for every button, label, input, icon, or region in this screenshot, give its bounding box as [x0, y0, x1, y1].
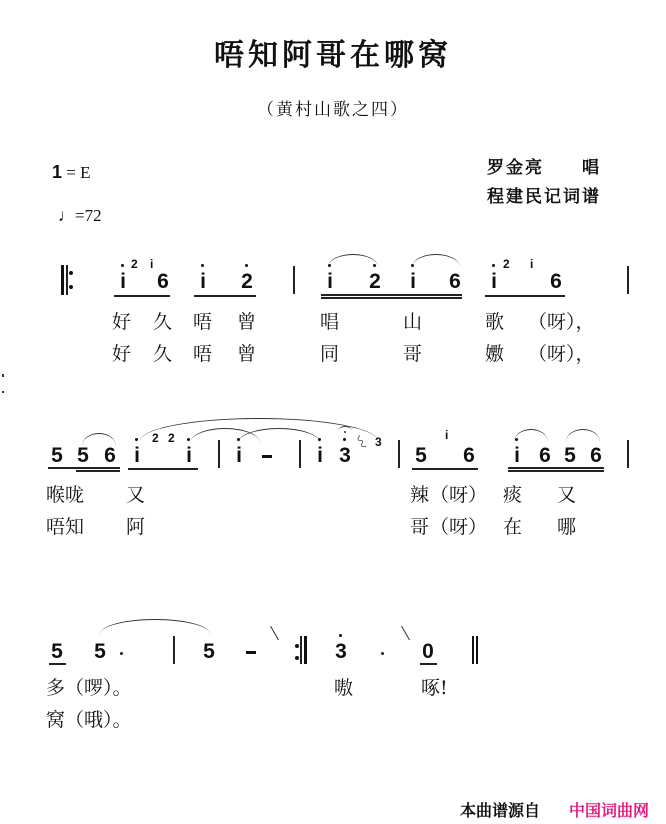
grace-note: 2 — [131, 257, 138, 271]
lyric: 又 — [557, 484, 577, 506]
bar-line — [299, 440, 301, 468]
note: 6 — [449, 270, 461, 293]
underline — [76, 470, 120, 472]
lyric: 喉咙 — [46, 484, 85, 506]
note: i — [196, 271, 210, 292]
key-name: = E — [62, 163, 91, 182]
song-subtitle: （黄村山歌之四） — [257, 100, 409, 120]
lyric: 嫐 — [485, 343, 505, 365]
note: 2 — [369, 270, 381, 293]
note: i — [116, 271, 130, 292]
lyric: 嗷 — [334, 677, 354, 699]
note: 6 — [590, 444, 602, 467]
lyric: 窝（哦）。 — [46, 709, 132, 731]
slur — [328, 254, 378, 267]
final-bar-thin — [472, 636, 474, 664]
underline — [48, 467, 120, 469]
underline — [128, 468, 198, 470]
grace-note: 3 — [375, 435, 382, 449]
note: 6 — [539, 444, 551, 467]
underline — [194, 295, 256, 297]
breath-mark — [401, 626, 410, 640]
note: i — [182, 445, 196, 466]
repeat-start-thin-bar — [66, 265, 68, 295]
lyric: 在 — [503, 516, 523, 538]
lyric: 阿 — [126, 516, 146, 538]
lyric: （呀） — [430, 516, 488, 538]
lyric: 痰 — [503, 484, 523, 506]
repeat-start-thick-bar — [61, 265, 64, 295]
lyric: （呀）， — [528, 343, 595, 365]
underline — [321, 297, 462, 299]
grace-note: i — [530, 257, 534, 271]
lyric: 曾 — [237, 343, 257, 365]
margin-mark — [2, 374, 4, 377]
underline — [114, 295, 170, 297]
note: i — [232, 445, 246, 466]
note: 6 — [463, 444, 475, 467]
repeat-dot — [295, 656, 299, 660]
repeat-end-thin-bar — [300, 636, 302, 664]
note: 5 — [77, 444, 89, 467]
lyric: 好 — [112, 311, 132, 333]
note: 3 — [339, 444, 351, 467]
final-bar-thick — [476, 636, 478, 664]
lyric: 哪 — [557, 516, 577, 538]
lyric: 唔知 — [46, 516, 85, 538]
grace-note: 2 — [168, 431, 175, 445]
note: 5 — [51, 640, 63, 663]
note: 6 — [104, 444, 116, 467]
note: 5 — [94, 640, 106, 663]
lyric: 曾 — [237, 311, 257, 333]
underline — [420, 663, 437, 665]
bar-line — [627, 440, 629, 468]
lyric: （呀） — [430, 484, 488, 506]
source-label: 本曲谱源自 — [460, 801, 541, 820]
grace-note: i — [150, 257, 154, 271]
lyric: 又 — [126, 484, 146, 506]
slur — [566, 429, 600, 442]
grace-note: i — [445, 428, 449, 442]
lyric: 歌 — [485, 311, 505, 333]
singer-credit: 罗金亮 唱 — [487, 158, 601, 178]
repeat-end-thick-bar — [304, 636, 307, 664]
lyric: 唔 — [193, 311, 213, 333]
note: 3 — [335, 640, 347, 663]
note: i — [130, 445, 144, 466]
augmentation-dot — [120, 652, 123, 655]
note: i — [406, 271, 420, 292]
note: 5 — [203, 640, 215, 663]
note: 5 — [51, 444, 63, 467]
key-signature — [52, 162, 91, 183]
lyric: （呀）， — [528, 311, 595, 333]
bar-line — [627, 266, 629, 294]
underline — [508, 467, 604, 469]
lyric: 同 — [320, 343, 340, 365]
note: i — [487, 271, 501, 292]
note: 6 — [550, 270, 562, 293]
lyric: 辣 — [410, 484, 430, 506]
lyric: 哥 — [410, 516, 430, 538]
lyric: 多（啰）。 — [46, 677, 132, 699]
glissando-mark: 〰 — [349, 432, 371, 453]
bar-line — [173, 636, 175, 664]
dash-extension — [262, 455, 272, 458]
grace-note: 2 — [503, 257, 510, 271]
repeat-dot — [295, 644, 299, 648]
margin-mark — [2, 391, 4, 393]
lyric: 啄! — [421, 677, 448, 699]
slur — [514, 429, 548, 442]
song-title: 唔知阿哥在哪窝 — [214, 38, 452, 73]
note: 2 — [241, 270, 253, 293]
breath-mark — [270, 626, 279, 640]
bar-line — [398, 440, 400, 468]
lyric: 久 — [153, 311, 173, 333]
note: 5 — [415, 444, 427, 467]
lyric: 唱 — [320, 311, 340, 333]
bar-line — [218, 440, 220, 468]
site-name-link[interactable]: 中国词曲网 — [569, 801, 650, 820]
lyric: 久 — [153, 343, 173, 365]
grace-note: 2 — [152, 431, 159, 445]
lyric: 唔 — [193, 343, 213, 365]
repeat-dot — [69, 271, 73, 275]
note: i — [510, 445, 524, 466]
tempo-marking: ♩=72 — [58, 206, 102, 225]
note: 5 — [564, 444, 576, 467]
recorder-credit: 程建民记词谱 — [487, 187, 601, 207]
lyric: 哥 — [403, 343, 423, 365]
note: i — [313, 445, 327, 466]
dash-extension — [246, 651, 256, 654]
tie — [100, 619, 210, 634]
augmentation-dot — [381, 652, 384, 655]
underline — [321, 294, 462, 296]
lyric: 好 — [112, 343, 132, 365]
bar-line — [293, 266, 295, 294]
underline — [485, 295, 565, 297]
note: 6 — [157, 270, 169, 293]
lyric: 山 — [403, 311, 423, 333]
underline — [412, 468, 478, 470]
repeat-dot — [69, 285, 73, 289]
underline — [508, 470, 604, 472]
slur — [412, 254, 460, 267]
fermata-dot — [344, 431, 346, 433]
key-number: 1 — [52, 162, 63, 182]
note: 0 — [422, 640, 434, 663]
note: i — [323, 271, 337, 292]
underline — [49, 663, 66, 665]
